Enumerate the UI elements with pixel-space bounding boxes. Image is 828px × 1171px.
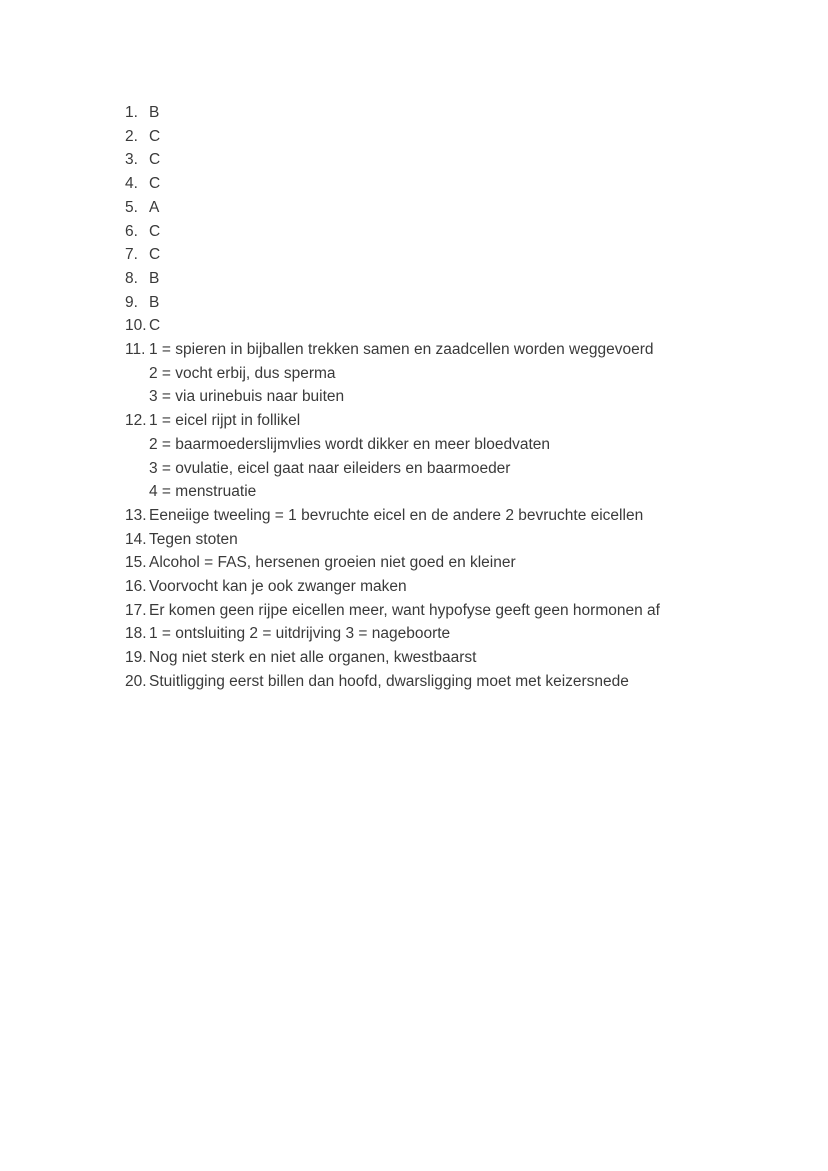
item-content — [149, 243, 738, 267]
item-text-line: 3 = ovulatie, eicel gaat naar eileiders en baarmoeder — [149, 459, 511, 477]
list-item — [125, 670, 738, 694]
item-text-line: C — [149, 175, 161, 193]
item-content — [149, 267, 738, 291]
item-text-line: B — [149, 269, 160, 287]
list-item — [125, 291, 738, 315]
item-text-line: C — [149, 127, 161, 145]
item-text-line: Stuitligging eerst billen dan hoofd, dwarsligging moet met keizersnede — [149, 672, 629, 690]
item-content — [149, 291, 738, 315]
item-number: 3. — [125, 151, 138, 169]
item-content — [149, 196, 738, 220]
item-content — [149, 220, 738, 244]
item-number: 15. — [125, 554, 147, 572]
item-text-line: Nog niet sterk en niet alle organen, kwestbaarst — [149, 649, 477, 667]
list-item — [125, 551, 738, 575]
item-number: 13. — [125, 506, 147, 524]
item-number: 10. — [125, 317, 147, 335]
list-item — [125, 575, 738, 599]
list-item — [125, 338, 738, 409]
item-number: 18. — [125, 625, 147, 643]
item-text-line: C — [149, 246, 161, 264]
list-item — [125, 646, 738, 670]
item-text-line: C — [149, 317, 161, 335]
item-text-line: B — [149, 293, 160, 311]
item-content — [149, 599, 738, 623]
item-text-line: Er komen geen rijpe eicellen meer, want hypofyse geeft geen hormonen af — [149, 601, 660, 619]
item-text-line: 4 = menstruatie — [149, 483, 257, 501]
answer-list — [125, 101, 738, 694]
item-number: 20. — [125, 672, 147, 690]
item-number: 12. — [125, 412, 147, 430]
list-item — [125, 148, 738, 172]
item-number: 11. — [125, 341, 146, 359]
item-text-line: Alcohol = FAS, hersenen groeien niet goed en kleiner — [149, 554, 516, 572]
list-item — [125, 622, 738, 646]
item-number: 2. — [125, 127, 138, 145]
item-number: 5. — [125, 198, 138, 216]
list-item — [125, 267, 738, 291]
item-number: 1. — [125, 104, 138, 121]
item-content — [149, 125, 738, 149]
item-number: 6. — [125, 222, 138, 240]
item-text-line: B — [149, 104, 160, 121]
item-content — [149, 622, 738, 646]
item-text-line: 2 = vocht erbij, dus sperma — [149, 364, 336, 382]
item-text-line: 1 = eicel rijpt in follikel — [149, 412, 301, 430]
item-content — [149, 314, 738, 338]
item-number: 14. — [125, 530, 147, 548]
list-item — [125, 220, 738, 244]
item-text-line: Tegen stoten — [149, 530, 238, 548]
item-text-line: 2 = baarmoederslijmvlies wordt dikker en meer bloedvaten — [149, 435, 551, 453]
item-number: 17. — [125, 601, 147, 619]
list-item — [125, 172, 738, 196]
list-item — [125, 101, 738, 125]
item-number: 7. — [125, 246, 138, 264]
item-content — [149, 101, 738, 125]
item-text-line: 3 = via urinebuis naar buiten — [149, 388, 345, 406]
list-item — [125, 528, 738, 552]
item-content — [149, 646, 738, 670]
item-number: 16. — [125, 578, 147, 596]
list-item — [125, 314, 738, 338]
item-number: 8. — [125, 269, 138, 287]
item-number: 19. — [125, 649, 147, 667]
list-item — [125, 409, 738, 504]
item-content — [149, 338, 738, 409]
item-content — [149, 172, 738, 196]
item-content — [149, 575, 738, 599]
item-content — [149, 670, 738, 694]
item-text-line: C — [149, 151, 161, 169]
item-text-line: C — [149, 222, 161, 240]
item-content — [149, 528, 738, 552]
item-number: 4. — [125, 175, 138, 193]
list-item — [125, 196, 738, 220]
item-number: 9. — [125, 293, 138, 311]
list-item — [125, 599, 738, 623]
item-text-line: Voorvocht kan je ook zwanger maken — [149, 578, 407, 596]
item-content — [149, 551, 738, 575]
list-item — [125, 125, 738, 149]
item-text-line: Eeneiige tweeling = 1 bevruchte eicel en de andere 2 bevruchte eicellen — [149, 506, 644, 524]
list-item — [125, 243, 738, 267]
item-text-line: A — [149, 198, 160, 216]
item-content — [149, 504, 738, 528]
list-item — [125, 504, 738, 528]
item-text-line: 1 = ontsluiting 2 = uitdrijving 3 = nageboorte — [149, 625, 451, 643]
item-content — [149, 148, 738, 172]
item-text-line: 1 = spieren in bijballen trekken samen en zaadcellen worden weggevoerd — [149, 341, 654, 359]
item-content — [149, 409, 738, 504]
